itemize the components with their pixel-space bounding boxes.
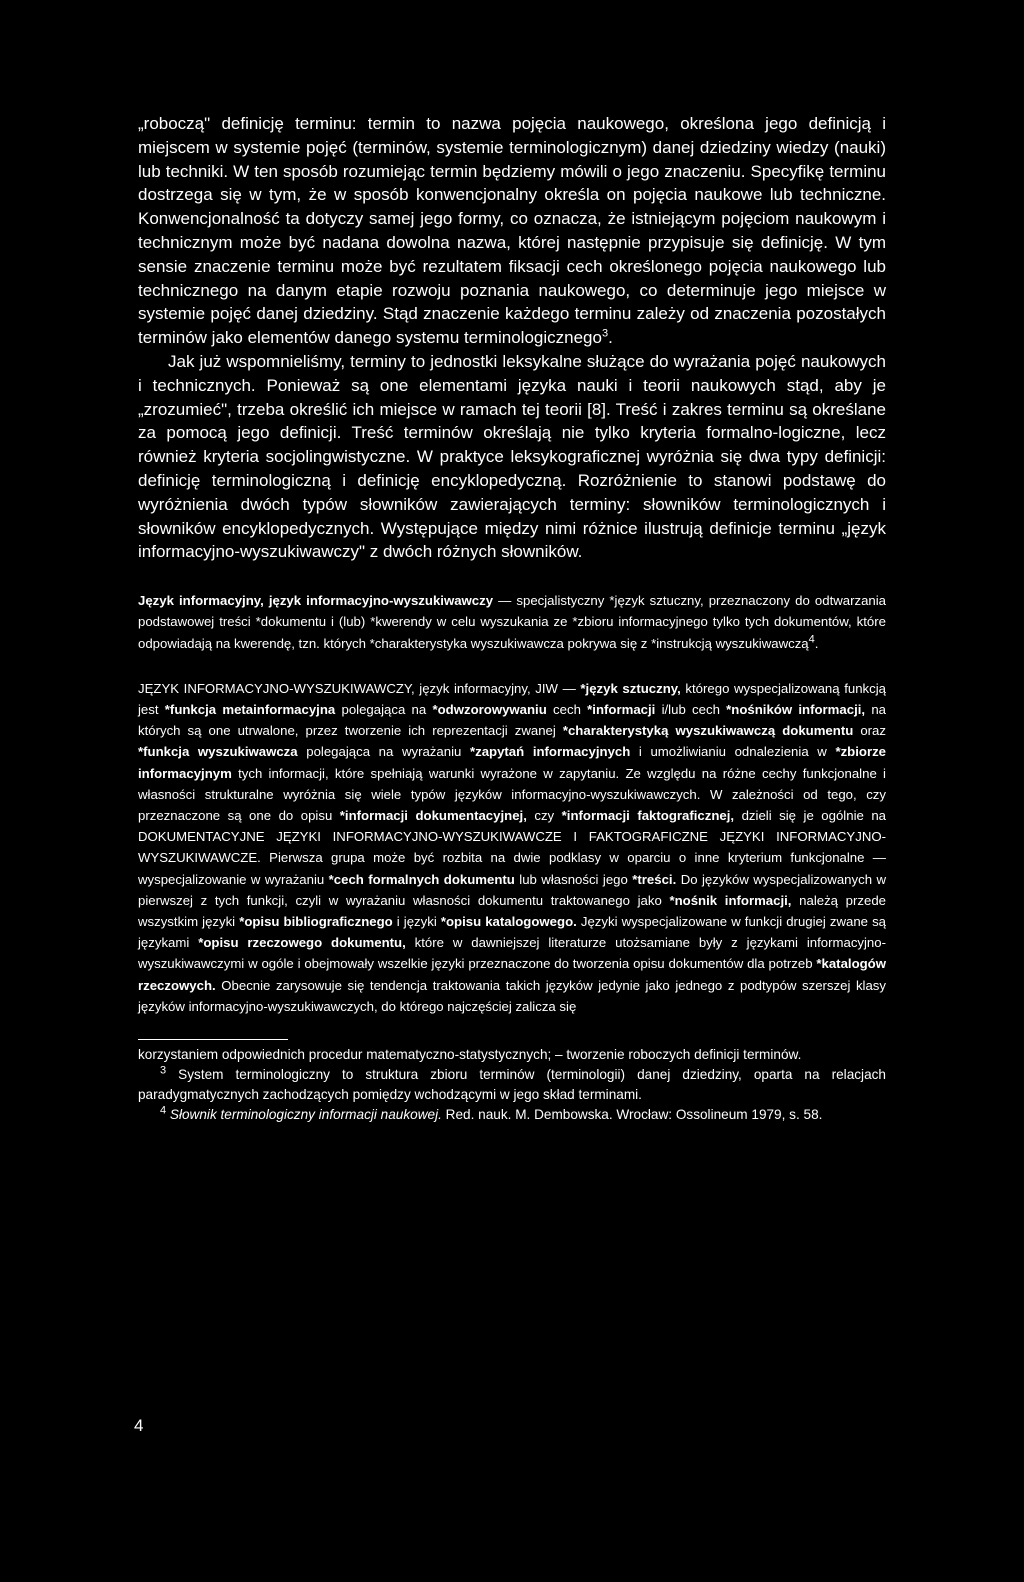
dictionary-entry-2: JĘZYK INFORMACYJNO-WYSZUKIWAWCZY, język informacyjny, JIW — *język sztuczny, którego wyspecjalizowaną funkcją jest *funkcja metainformacyjna polegająca na *odwzorowywaniu cech *informacji i/lub cech *nośników informacji, na których są one utrwalone, przez tworzenie ich reprezentacji zwanej *charakterystyką wyszukiwawczą dokumentu oraz *funkcja wyszukiwawcza polegająca na wyrażaniu *zapytań informacyjnych i umożliwianiu odnalezienia w *zbiorze informacyjnym tych informacji, które spełniają warunki wyrażone w zapytaniu. Ze względu na różne cechy funkcjonalne i własności strukturalne wyróżnia się wiele typów języków informacyjno-wyszukiwawczych. W zależności od tego, czy przeznaczone są one do opisu *informacji dokumentacyjnej, czy *informacji faktograficznej, dzieli się je ogólnie na DOKUMENTACYJNE JĘZYKI INFORMACYJNO-WYSZUKIWAWCZE I FAKTOGRAFICZNE JĘZYKI INFORMACYJNO-WYSZUKIWAWCZE. Pierwsza grupa może być rozbita na dwie podklasy w oparciu o inne kryterium funkcjonalne — wyspecjalizowanie w wyrażaniu *cech formalnych dokumentu lub własności jego *treści. Do języków wyspecjalizowanych w pierwszej z tych funkcji, czyli w wyrażaniu własności dokumentu traktowanego jako *nośnik informacji, należą przede wszystkim języki *opisu bibliograficznego i języki *opisu katalogowego. Języki wyspecjalizowane w funkcji drugiej zwane są językami *opisu rzeczowego dokumentu, które w dawniejszej literaturze utożsamiane były z językami informacyjno-wyszukiwawczymi w ogóle i obejmowały wszelkie języki przeznaczone do tworzenia opisu dokumentów dla potrzeb *katalogów rzeczowych. Obecnie zarysowuje się tendencja traktowania takich języków jedynie jako jednego z podtypów szerszej klasy języków informacyjno-wyszukiwawczych, do którego najczęściej zalicza się bbox=[138, 680, 887, 1014]
paragraph-2: Jak już wspomnieliśmy, terminy to jednostki leksykalne służące do wyrażania pojęć naukowych i technicznych. Ponieważ są one elementami języka nauki i teorii naukowych stąd, aby je „zrozumieć", trzeba określić ich miejsce w ramach tej teorii [8]. Treść i zakres terminu są określane za pomocą jego definicji. Treść terminów określają nie tylko kryteria formalno-logiczne, lecz również kryteria socjolingwistyczne. W praktyce leksykograficznej wyróżnia się dwa typy definicji: definicję terminologiczną i definicję encyklopedyczną. Rozróżnienie to stanowi podstawę do wyróżnienia dwóch typów słowników zawierających terminy: słowników terminologicznych i słowników encyklopedycznych. Występujące między nimi różnice ilustrują definicje terminu „język informacyjno-wyszukiwawczy" z dwóch różnych słowników. bbox=[138, 351, 886, 562]
footnote-3-number: 3 bbox=[160, 1064, 167, 1077]
footnote-4: $^4$ Słownik terminologiczny informacji naukowej. Red. nauk. M. Dembowska. Wrocław: Ossolineum 1979, s. 58. bbox=[160, 1104, 823, 1122]
paragraph-1: „roboczą" definicję terminu: termin to nazwa pojęcia naukowego, określona jego definicją i miejscem w systemie pojęć (terminów, systemie terminologicznym) danej dziedziny wiedzy (nauki) lub techniki. W ten sposób rozumiejąc termin będziemy mówili o jego znaczeniu. Specyfikę terminu dostrzega się w tym, że w sposób konwencjonalny określa on pojęcia naukowe lub techniczne. Konwencjonalność ta dotyczy samej jego formy, co oznacza, że istniejącym pojęciom naukowym i technicznym może być nadana dowolna nazwa, której następnie przypisuje się definicję. W tym sensie znaczenie terminu może być rezultatem fiksacji cech określonego pojęcia naukowego lub technicznego na danym etapie rozwoju poznania naukowego, co determinuje jego miejsce w systemie pojęć danej dziedziny. Stąd znaczenie każdego terminu zależy od znaczenia pozostałych terminów jako elementów danego systemu terminologicznego$^3$. bbox=[138, 114, 886, 348]
footnote-4-number: 4 bbox=[160, 1104, 167, 1117]
entry-1-definition: — specjalistyczny *język sztuczny, przeznaczony do odtwarzania podstawowej treści *dokumentu i (lub) *kwerendy w celu wyszukania ze *zbioru informacyjnego tylko tych dokumentów, które odpowiadają na kwerendę, tzn. których *charakterystyka wyszukiwawcza pokrywa się z *instrukcją wyszukiwawczą bbox=[138, 593, 887, 651]
footnote-3: $^3$ System terminologiczny to struktura zbioru terminów (terminologii) danej dziedziny, oparta na relacjach paradygmatycznych zachodzących pomiędzy wchodzącymi w jego skład terminami. bbox=[138, 1064, 886, 1102]
main-text bbox=[138, 112, 886, 564]
dictionary-entry-1: Język informacyjny, język informacyjno-wyszukiwawczy — specjalistyczny *język sztuczny, przeznaczony do odtwarzania podstawowej treści *dokumentu i (lub) *kwerendy w celu wyszukania ze *zbioru informacyjnego tylko tych dokumentów, które odpowiadają na kwerendę, tzn. których *charakterystyka wyszukiwawcza pokrywa się z *instrukcją wyszukiwawczą$^4$. bbox=[138, 593, 887, 651]
footnote-continuation: korzystaniem odpowiednich procedur matematyczno-statystycznych; – tworzenie roboczych definicji terminów. bbox=[138, 1047, 802, 1062]
page-number: 4 bbox=[134, 1416, 144, 1435]
page-content bbox=[138, 112, 886, 1125]
entry-1-headword: Język informacyjny, język informacyjno-wyszukiwawczy bbox=[138, 593, 494, 609]
footnotes bbox=[138, 1039, 886, 1125]
footnote-divider bbox=[138, 1039, 288, 1040]
footnote-ref-4[interactable]: 4 bbox=[808, 633, 815, 646]
footnote-ref-3[interactable]: 3 bbox=[601, 327, 609, 340]
